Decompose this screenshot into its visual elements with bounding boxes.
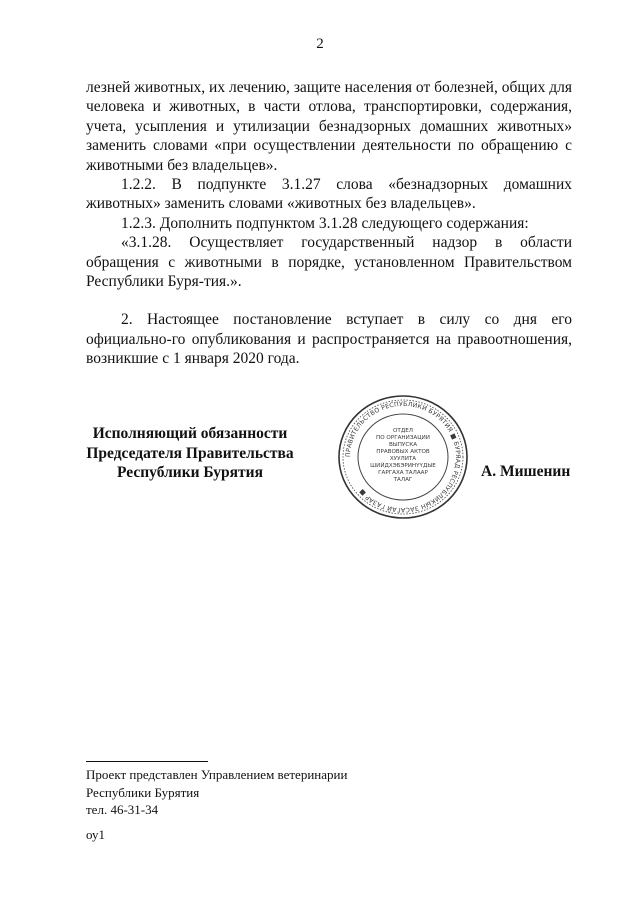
seal-center-line: ОТДЕЛ [393,428,413,434]
seal-center-line: ГАРГАХА ТАЛААР [378,470,428,476]
signatory-position-line: Республики Бурятия [117,464,263,481]
document-code: оу1 [86,826,106,842]
signatory-position [84,424,296,483]
signatory-position-line: Председателя Правительства [86,444,294,462]
seal-center-line: ХУУЛИТА [389,456,417,462]
seal-center-line: ТАЛАГ [393,477,413,483]
official-seal-stamp [336,394,470,520]
seal-ring-text: ПРАВИТЕЛЬСТВО РЕСПУБЛИКИ БУРЯТИЯ ■ БУРЯАД РЕСПУБЛИКЫН ЗАСАГАЙ ГАЗАР ■ [344,400,462,514]
seal-center-line: ШИЙДХЭБЭРИНҮҮДЫЕ [370,463,436,469]
page-number: 2 [316,36,324,52]
signatory-position-line: Исполняющий обязанности [92,425,288,442]
footnote-divider [86,761,208,762]
footnote-line: Проект представлен Управлением ветеринарии [86,767,348,782]
seal-center-line: ВЫПУСКА [388,442,418,448]
seal-center-line: ПРАВОВЫХ АКТОВ [376,449,430,455]
paragraph-continuation: лезней животных, их лечению, защите населения от болезней, общих для человека и животных, в части отлова, транспортировки, содержания, учета, усыпления и утилизации безнадзорных домашних животных» заменить словами «при осуществлении деятельности по обращению с животными без владельцев». [86,79,572,174]
paragraph-3-1-28: «3.1.28. Осуществляет государственный надзор в области обращения с животными в порядке, установленном Правительством Республики Буря-тия.». [86,234,572,291]
footnote-line: тел. 46-31-34 [86,802,159,817]
footnote [86,766,347,843]
paragraph-1-2-2: 1.2.2. В подпункте 3.1.27 слова «безнадзорных домашних животных» заменить словами «животных без владельцев». [86,176,572,213]
signatory-name: А. Мишенин [481,463,571,480]
paragraph-1-2-3: 1.2.3. Дополнить подпунктом 3.1.28 следующего содержания: [121,214,529,232]
footnote-line: Республики Бурятия [86,784,200,800]
seal-center-line: ПО ОРГАНИЗАЦИИ [376,435,430,441]
paragraph-2-effective-date: 2. Настоящее постановление вступает в силу со дня его официально-го опубликования и распространяется на правоотношения, возникшие с 1 января 2020 года. [86,311,572,368]
document-body [86,78,572,369]
